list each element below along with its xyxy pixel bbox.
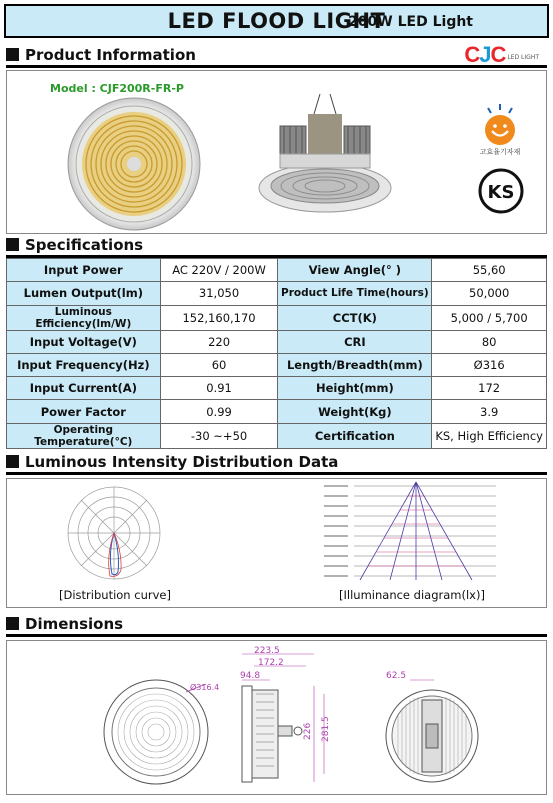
spec-label: Weight(Kg)	[278, 400, 432, 423]
product-front-image	[66, 96, 202, 232]
illuminance-diagram-caption: [Illuminance diagram(lx)]	[339, 588, 485, 602]
spec-row	[7, 259, 547, 282]
spec-label: View Angle(° )	[278, 259, 432, 282]
cert-logo-text: 고효율기자재	[479, 148, 521, 156]
section-title: Product Information	[25, 46, 196, 64]
dim-width-4: 62.5	[386, 671, 407, 681]
bullet-square-icon	[6, 617, 19, 630]
spec-value: 50,000	[432, 282, 547, 305]
spec-label: Power Factor	[7, 400, 161, 423]
spec-label: Product Life Time(hours)	[278, 282, 432, 305]
dim-width-1: 223.5	[254, 646, 280, 656]
section-luminous-distribution	[6, 453, 547, 475]
dimension-side-view	[232, 642, 340, 792]
spec-row	[7, 423, 547, 448]
page-subtitle: 200W LED Light	[348, 14, 473, 30]
bullet-square-icon	[6, 455, 19, 468]
spec-label: Luminous Efficiency(lm/W)	[7, 305, 161, 330]
spec-value: Ø316	[432, 353, 547, 376]
spec-label: Input Voltage(V)	[7, 330, 161, 353]
brand-logo	[464, 44, 539, 66]
bullet-square-icon	[6, 238, 19, 251]
dim-width-3: 94.8	[240, 671, 261, 681]
spec-value: 152,160,170	[160, 305, 278, 330]
dim-height-2: 281.5	[321, 716, 331, 742]
product-side-image	[250, 92, 400, 222]
spec-value: AC 220V / 200W	[160, 259, 278, 282]
spec-label: Operating Temperature(°C)	[7, 423, 161, 448]
spec-label: Certification	[278, 423, 432, 448]
dimension-back-view	[382, 664, 482, 788]
spec-value: 172	[432, 377, 547, 400]
spec-label: Input Power	[7, 259, 161, 282]
section-title: Specifications	[25, 236, 144, 254]
spec-value: 80	[432, 330, 547, 353]
model-label: Model : CJF200R-FR-P	[50, 82, 184, 95]
spec-row	[7, 282, 547, 305]
spec-value: 31,050	[160, 282, 278, 305]
spec-value: 0.91	[160, 377, 278, 400]
dimension-front-view	[98, 676, 228, 786]
spec-label: CCT(K)	[278, 305, 432, 330]
spec-value: 60	[160, 353, 278, 376]
brand-sub: LED LIGHT	[507, 53, 539, 61]
spec-row	[7, 330, 547, 353]
spec-label: Input Current(A)	[7, 377, 161, 400]
section-title: Dimensions	[25, 615, 124, 633]
spec-row	[7, 400, 547, 423]
section-specifications	[6, 236, 547, 258]
brand-letters: CJC	[464, 42, 506, 67]
bullet-square-icon	[6, 48, 19, 61]
spec-row	[7, 305, 547, 330]
spec-label: CRI	[278, 330, 432, 353]
spec-value: 5,000 / 5,700	[432, 305, 547, 330]
distribution-curve-chart	[58, 484, 170, 584]
spec-value: 3.9	[432, 400, 547, 423]
section-title: Luminous Intensity Distribution Data	[25, 453, 339, 471]
dim-diameter: Ø316.4	[190, 683, 220, 692]
spec-label: Height(mm)	[278, 377, 432, 400]
spec-label: Lumen Output(lm)	[7, 282, 161, 305]
spec-label: Length/Breadth(mm)	[278, 353, 432, 376]
spec-value: 220	[160, 330, 278, 353]
spec-value: 55,60	[432, 259, 547, 282]
title-bar	[4, 4, 549, 38]
page-title: LED FLOOD LIGHT	[167, 9, 386, 33]
spec-row	[7, 377, 547, 400]
spec-value: KS, High Efficiency	[432, 423, 547, 448]
dim-width-2: 172.2	[258, 658, 284, 668]
spec-value: 0.99	[160, 400, 278, 423]
spec-label: Input Frequency(Hz)	[7, 353, 161, 376]
spec-table	[6, 258, 547, 449]
illuminance-diagram	[320, 480, 498, 584]
spec-value: -30 ~+50	[160, 423, 278, 448]
distribution-curve-caption: [Distribution curve]	[59, 588, 171, 602]
spec-row	[7, 353, 547, 376]
dim-height-1: 226	[303, 722, 313, 740]
section-dimensions	[6, 615, 547, 637]
svg-text:KS: KS	[487, 182, 515, 203]
ks-mark-icon	[478, 168, 524, 214]
high-efficiency-logo	[475, 102, 525, 156]
